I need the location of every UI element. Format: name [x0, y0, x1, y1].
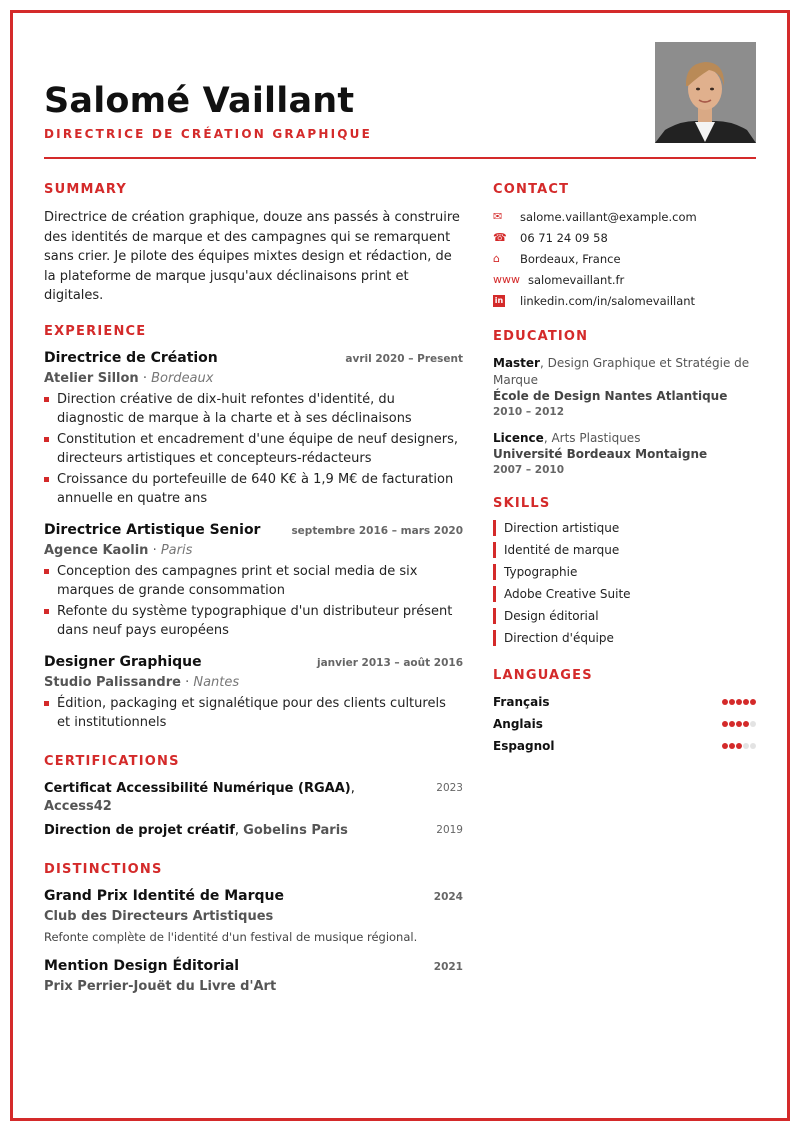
- candidate-name: Salomé Vaillant: [44, 81, 355, 121]
- distinction-year: 2024: [433, 890, 463, 903]
- languages-heading: LANGUAGES: [493, 668, 593, 683]
- contact-email-text: salome.vaillant@example.com: [520, 209, 697, 224]
- contact-linkedin[interactable]: [493, 290, 756, 311]
- job-dates: janvier 2013 – août 2016: [316, 656, 463, 669]
- certification-item: Certificat Accessibilité Numérique (RGAA), Access42 2023: [44, 780, 463, 814]
- job-entry: [44, 522, 463, 640]
- education-heading: EDUCATION: [493, 329, 589, 344]
- skill-item: Adobe Creative Suite: [493, 586, 756, 602]
- job-bullet: Refonte du système typographique d'un distributeur présent dans neuf pays européens: [44, 602, 463, 640]
- level-dot-filled: [729, 699, 735, 705]
- education-field: Arts Plastiques: [551, 431, 641, 445]
- certification-name: Certificat Accessibilité Numérique (RGAA): [44, 780, 351, 796]
- level-dot-filled: [722, 743, 728, 749]
- job-bullet: Édition, packaging et signalétique pour des clients culturels et institutionnels: [44, 694, 463, 732]
- home-icon: ⌂: [493, 252, 500, 265]
- level-dot-filled: [729, 743, 735, 749]
- job-company-line: Agence Kaolin · Paris: [44, 542, 193, 558]
- job-title: Directrice Artistique Senior: [44, 521, 261, 538]
- job-entry: [44, 350, 463, 508]
- education-school: Université Bordeaux Montaigne: [493, 447, 708, 461]
- certification-year: 2019: [436, 823, 463, 836]
- distinction-title: Mention Design Éditorial: [44, 957, 240, 974]
- education-school: École de Design Nantes Atlantique: [493, 389, 728, 403]
- header: [44, 80, 644, 141]
- certification-org: Gobelins Paris: [243, 822, 348, 838]
- job-location: Paris: [160, 542, 193, 558]
- education-years: 2010 – 2012: [493, 406, 565, 418]
- level-dot-empty: [743, 743, 749, 749]
- education-field: Design Graphique et Stratégie de Marque: [493, 356, 750, 387]
- education-item: Master, Design Graphique et Stratégie de Marque École de Design Nantes Atlantique 2010 – 2012: [493, 355, 756, 418]
- job-company-line: Atelier Sillon · Bordeaux: [44, 370, 214, 386]
- education-degree: Master: [493, 356, 540, 370]
- level-dot-filled: [736, 743, 742, 749]
- job-company: Atelier Sillon: [44, 370, 139, 386]
- profile-photo: [655, 42, 756, 143]
- job-bullet: Constitution et encadrement d'une équipe de neuf designers, directeurs artistiques et concepteurs-rédacteurs: [44, 430, 463, 468]
- distinction-org: Prix Perrier-Jouët du Livre d'Art: [44, 978, 277, 994]
- experience-heading: EXPERIENCE: [44, 323, 147, 339]
- job-dates: avril 2020 – Present: [345, 352, 463, 365]
- right-column: [493, 182, 756, 757]
- job-bullet: Direction créative de dix-huit refontes d'identité, du diagnostic de marque à la charte et à ses déclinaisons: [44, 390, 463, 428]
- contact-location-text: Bordeaux, France: [520, 251, 621, 266]
- language-item: [493, 691, 756, 713]
- skill-item: Direction d'équipe: [493, 630, 756, 646]
- certification-org: Access42: [44, 798, 112, 814]
- distinction-year: 2021: [433, 960, 463, 973]
- level-dot-filled: [722, 699, 728, 705]
- job-company-line: Studio Palissandre · Nantes: [44, 674, 240, 690]
- phone-icon: ☎: [493, 231, 507, 244]
- website-icon: www: [493, 273, 520, 286]
- contact-website-text: salomevaillant.fr: [528, 272, 625, 287]
- level-dot-filled: [743, 699, 749, 705]
- contact-heading: CONTACT: [493, 182, 570, 197]
- job-title: Directrice de Création: [44, 349, 218, 366]
- job-dates: septembre 2016 – mars 2020: [291, 524, 463, 537]
- header-divider: [44, 157, 756, 159]
- level-dot-filled: [722, 721, 728, 727]
- education-years: 2007 – 2010: [493, 464, 565, 476]
- distinction-description: Refonte complète de l'identité d'un festival de musique régional.: [44, 929, 418, 944]
- certification-name: Direction de projet créatif: [44, 822, 235, 838]
- skill-item: Identité de marque: [493, 542, 756, 558]
- skill-item: Direction artistique: [493, 520, 756, 536]
- contact-linkedin-text: linkedin.com/in/salomevaillant: [520, 293, 696, 308]
- contact-phone-text: 06 71 24 09 58: [520, 230, 608, 245]
- job-entry: [44, 654, 463, 732]
- summary-heading: SUMMARY: [44, 182, 127, 197]
- education-degree: Licence: [493, 431, 544, 445]
- contact-location: [493, 248, 756, 269]
- envelope-icon: ✉: [493, 210, 503, 223]
- level-dot-empty: [750, 721, 756, 727]
- language-name: Français: [493, 695, 550, 709]
- level-dot-filled: [743, 721, 749, 727]
- level-dot-filled: [729, 721, 735, 727]
- distinction-title: Grand Prix Identité de Marque: [44, 887, 284, 904]
- job-bullet: Conception des campagnes print et social media de six marques de grande consommation: [44, 562, 463, 600]
- language-name: Anglais: [493, 717, 543, 731]
- level-dot-filled: [750, 699, 756, 705]
- distinctions-heading: DISTINCTIONS: [44, 861, 163, 877]
- job-bullet: Croissance du portefeuille de 640 K€ à 1,9 M€ de facturation annuelle en quatre ans: [44, 470, 463, 508]
- language-level-dots: [722, 699, 756, 705]
- level-dot-filled: [736, 699, 742, 705]
- left-column: [44, 182, 463, 1008]
- job-bullets: [44, 694, 463, 732]
- job-title: Designer Graphique: [44, 653, 202, 670]
- job-location: Bordeaux: [151, 370, 214, 386]
- contact-email[interactable]: [493, 206, 756, 227]
- distinction-item: [44, 888, 463, 944]
- skill-item: Design éditorial: [493, 608, 756, 624]
- language-item: [493, 735, 756, 757]
- contact-website[interactable]: [493, 269, 756, 290]
- distinction-item: [44, 958, 463, 994]
- job-location: Nantes: [193, 674, 240, 690]
- job-company: Studio Palissandre: [44, 674, 181, 690]
- level-dot-filled: [736, 721, 742, 727]
- skill-item: Typographie: [493, 564, 756, 580]
- certifications-heading: CERTIFICATIONS: [44, 753, 180, 769]
- contact-phone[interactable]: [493, 227, 756, 248]
- certification-year: 2023: [436, 781, 463, 794]
- job-bullets: [44, 390, 463, 508]
- summary-text: Directrice de création graphique, douze ans passés à construire des identités de marque et des campagnes qui se remarquent sans crier. Je pilote des équipes mixtes design et rédaction, de la plateforme de marque jusqu'aux déclinaisons print et digitales.: [44, 210, 460, 303]
- distinction-org: Club des Directeurs Artistiques: [44, 908, 274, 924]
- job-company: Agence Kaolin: [44, 542, 149, 558]
- level-dot-empty: [750, 743, 756, 749]
- profile-photo-image: [655, 42, 756, 143]
- language-name: Espagnol: [493, 739, 555, 753]
- language-level-dots: [722, 743, 756, 749]
- language-level-dots: [722, 721, 756, 727]
- job-bullets: [44, 562, 463, 640]
- certification-item: Direction de projet créatif, Gobelins Paris 2019: [44, 822, 463, 838]
- language-item: [493, 713, 756, 735]
- skills-heading: SKILLS: [493, 496, 551, 511]
- job-title-heading: DIRECTRICE DE CRÉATION GRAPHIQUE: [44, 127, 372, 141]
- linkedin-icon: in: [494, 296, 504, 305]
- education-item: Licence, Arts Plastiques Université Bordeaux Montaigne 2007 – 2010: [493, 430, 756, 476]
